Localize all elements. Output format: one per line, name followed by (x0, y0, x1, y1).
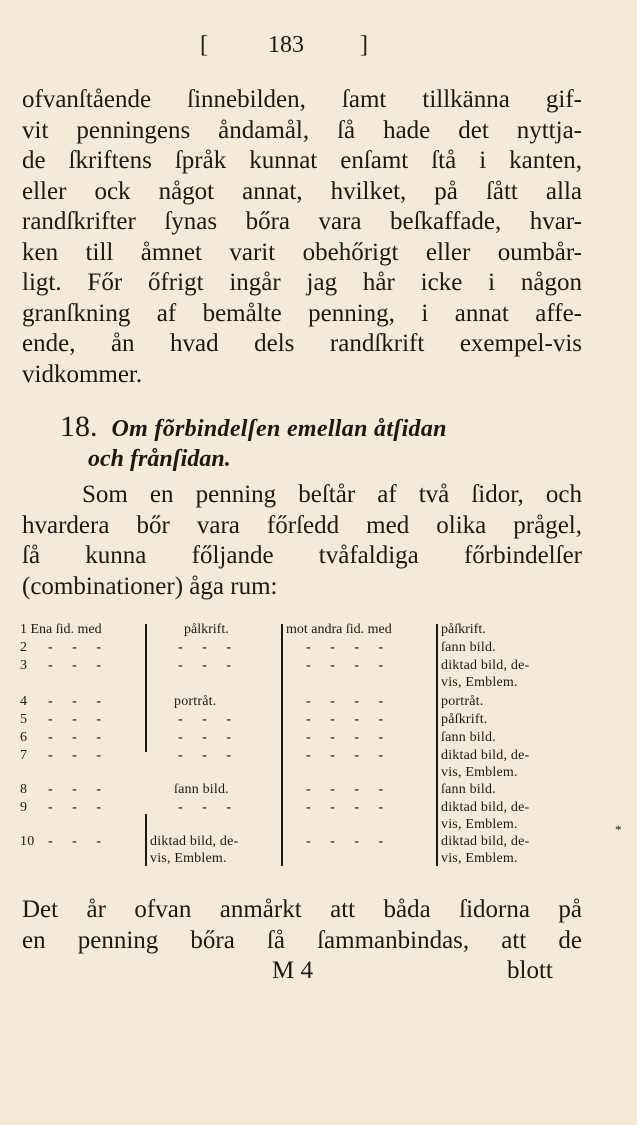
header-bracket-left: [ (200, 32, 208, 58)
cell-text: vis, Emblem. (441, 765, 518, 780)
cell-dashes: - - - - (306, 834, 392, 849)
text-line: vit penningens åndamål, ſå hade det nyttja- (22, 116, 582, 144)
row-number: 7 (20, 748, 28, 763)
section-heading (60, 410, 560, 473)
section-number: 18. (60, 410, 98, 443)
section-title-line1: Om fõrbindelſen emellan åtſidan (111, 416, 447, 442)
cell-text: vis, Emblem. (441, 817, 518, 832)
text-line: eller ock något annat, hvilket, på ſått alla (22, 177, 582, 205)
cell-text: ſann bild. (441, 730, 496, 745)
footnote-mark: * (615, 822, 622, 837)
cell-text: ſann bild. (441, 640, 496, 655)
row-number: 4 (20, 694, 28, 709)
cell-text: diktad bild, de- (441, 658, 530, 673)
text-line: ken till åmnet varit obehőrigt eller oumbår- (22, 238, 582, 266)
cell-dashes: - - - - (306, 782, 392, 797)
cell-text: diktad bild, de- (150, 834, 239, 849)
row-number: 10 (20, 834, 35, 849)
paragraph-2 (22, 480, 582, 602)
row-number: 2 (20, 640, 28, 655)
cell-text: vis, Emblem. (150, 851, 227, 866)
cell-dashes: - - - (48, 640, 109, 655)
text-line: randſkrifter ſynas bőra vara beſkaffade, hvar- (22, 208, 582, 235)
header-bracket-right: ] (360, 32, 368, 58)
column-rule (436, 624, 438, 866)
cell-text: påſkrift. (441, 712, 488, 727)
cell-dashes: - - - (48, 658, 109, 673)
cell-dashes: - - - (48, 782, 109, 797)
text-line: vidkommer. (22, 360, 143, 388)
combinations-table (18, 622, 622, 882)
cell-dashes: - - - - (306, 640, 392, 655)
section-title-line2: och frånſidan. (88, 446, 231, 472)
cell-dashes: - - - - (306, 694, 392, 709)
cell-text: diktad bild, de- (441, 800, 530, 815)
page-number: 183 (268, 32, 304, 58)
table-header: påſkrift. (441, 622, 486, 637)
cell-dashes: - - - (178, 640, 239, 655)
text-line: ofvanſtående ſinnebilden, ſamt tillkänna gif- (22, 86, 582, 113)
cell-text: diktad bild, de- (441, 834, 530, 849)
cell-dashes: - - - (48, 800, 109, 815)
text-line: de ſkriftens ſpråk kunnat enſamt ſtå i kanten, (22, 147, 582, 174)
cell-text: ſann bild. (174, 782, 229, 797)
text-line: ligt. Főr őfrigt ingår jag hår icke i någon (22, 269, 582, 296)
column-rule (145, 814, 147, 866)
text-line: Som en penning beſtår af två ſidor, och (82, 481, 582, 508)
cell-dashes: - - - - (306, 730, 392, 745)
cell-dashes: - - - (178, 658, 239, 673)
row-number: 5 (20, 712, 28, 727)
text-line: ende, ån hvad dels randſkrift exempel-vis (22, 330, 582, 357)
text-line: ſå kunna főljande tvåfaldiga főrbindelſer (22, 542, 582, 569)
column-rule (281, 624, 283, 866)
text-line: hvardera bőr vara főrſedd med olika prågel, (22, 511, 582, 539)
cell-dashes: - - - - (306, 658, 392, 673)
text-line: Det år ofvan anmårkt att båda ſidorna på (22, 896, 582, 923)
page-header (0, 32, 637, 62)
cell-dashes: - - - (178, 748, 239, 763)
cell-text: vis, Emblem. (441, 851, 518, 866)
catchword: blott (507, 957, 553, 984)
cell-text: diktad bild, de- (441, 748, 530, 763)
cell-dashes: - - - (48, 748, 109, 763)
cell-text: ſann bild. (441, 782, 496, 797)
text-line: (combinationer) åga rum: (22, 572, 278, 600)
table-header: 1 Ena ſid. med (20, 622, 102, 637)
paragraph-1 (22, 85, 582, 390)
paragraph-3 (22, 895, 582, 956)
cell-dashes: - - - (48, 712, 109, 727)
cell-text: vis, Emblem. (441, 675, 518, 690)
cell-dashes: - - - - (306, 748, 392, 763)
cell-dashes: - - - (48, 834, 109, 849)
row-number: 3 (20, 658, 28, 673)
cell-dashes: - - - - (306, 800, 392, 815)
table-header: pålkrift. (184, 622, 229, 637)
page-footer (0, 957, 637, 989)
cell-dashes: - - - (178, 712, 239, 727)
cell-dashes: - - - (178, 730, 239, 745)
column-rule (145, 624, 147, 752)
cell-dashes: - - - (48, 730, 109, 745)
cell-dashes: - - - - (306, 712, 392, 727)
cell-dashes: - - - (178, 800, 239, 815)
row-number: 8 (20, 782, 28, 797)
row-number: 9 (20, 800, 28, 815)
text-line: granſkning af bemålte penning, i annat affe- (22, 299, 582, 327)
row-number: 6 (20, 730, 28, 745)
cell-text: portråt. (441, 694, 484, 709)
signature-mark: M 4 (272, 957, 313, 984)
text-line: en penning bőra ſå ſammanbindas, att de (22, 926, 582, 954)
table-header: mot andra ſid. med (286, 622, 392, 637)
cell-dashes: - - - (48, 694, 109, 709)
cell-text: portråt. (174, 694, 217, 709)
